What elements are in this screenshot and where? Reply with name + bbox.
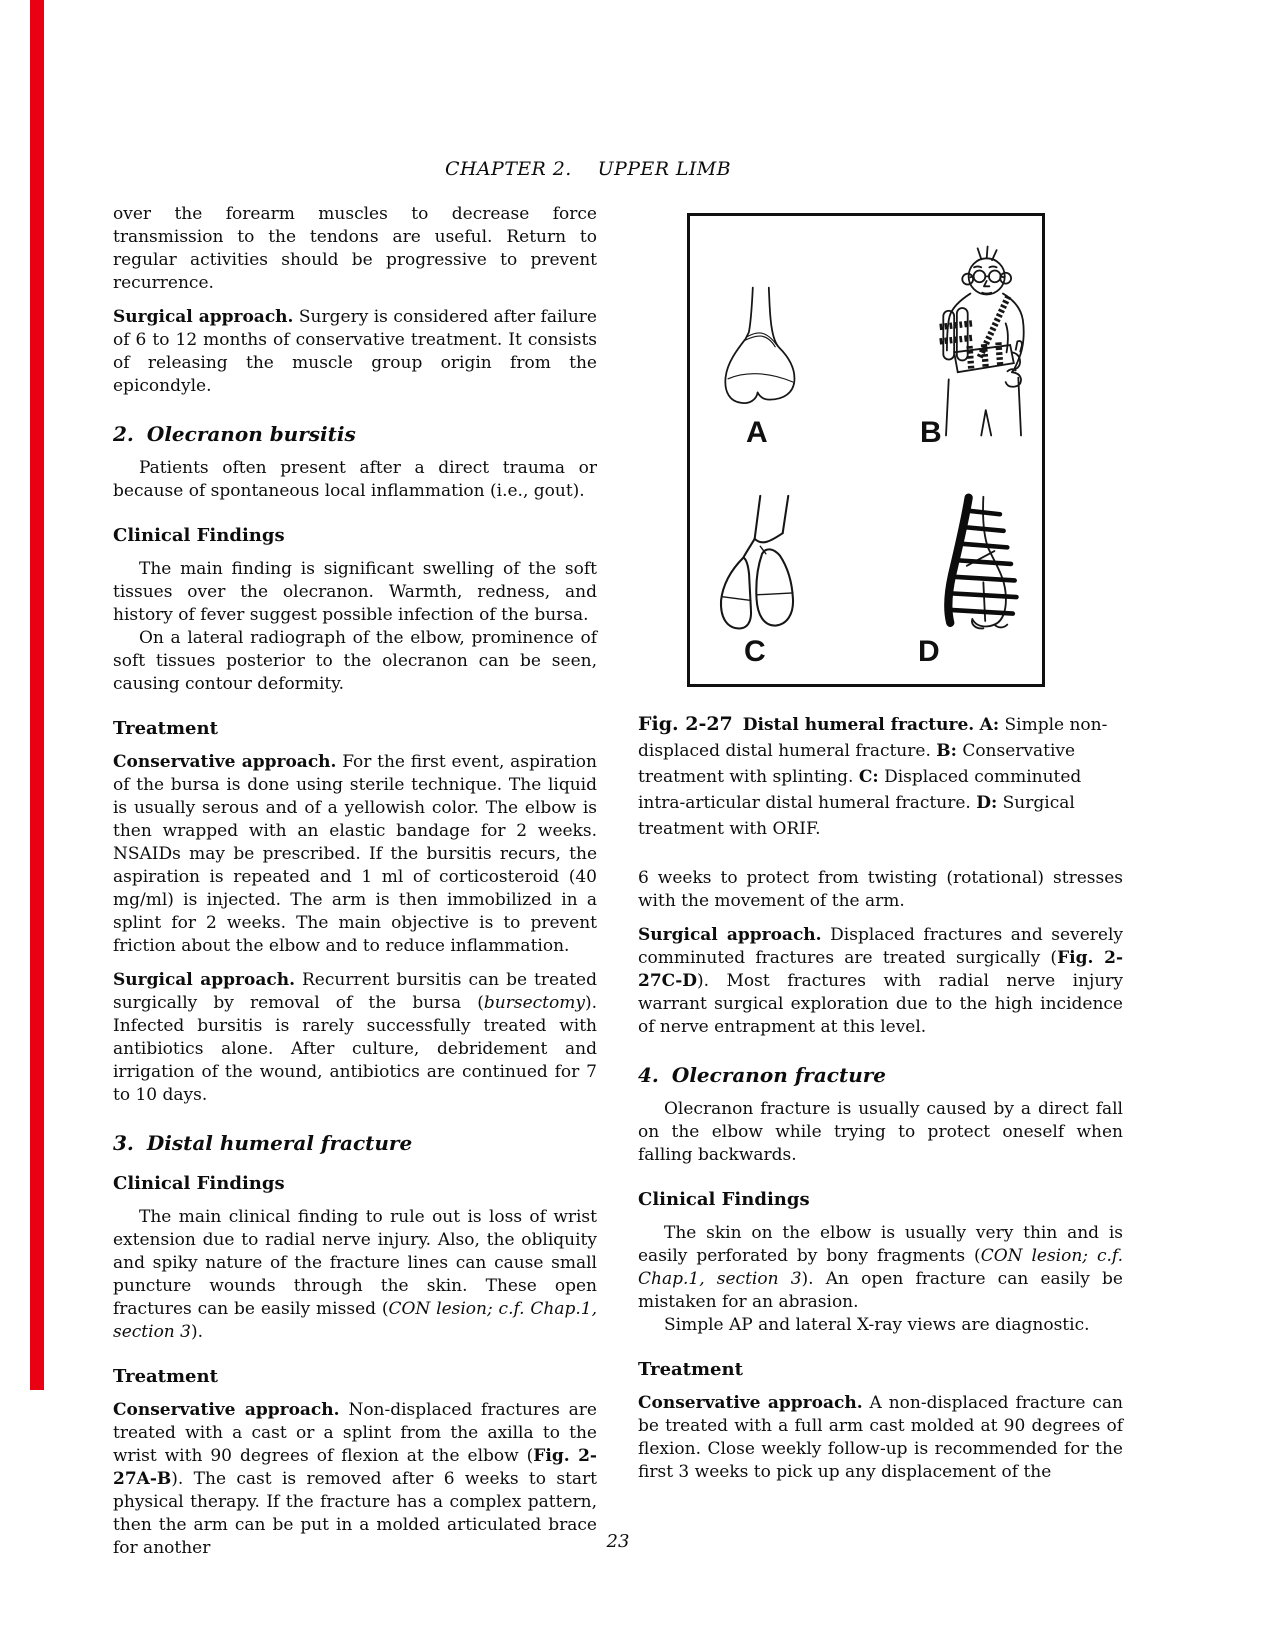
paragraph bbox=[638, 1098, 1123, 1167]
section-title: Olecranon fracture bbox=[671, 1063, 887, 1087]
subheading-clinical-findings: Clinical Findings bbox=[113, 1173, 285, 1194]
bold-lead: Conservative approach. bbox=[638, 1393, 863, 1413]
text-run: Displaced fractures and severely comminuted fractures are treated surgically ( bbox=[638, 925, 1123, 968]
chapter-title-label: UPPER LIMB bbox=[597, 158, 731, 180]
conservative-approach-paragraph bbox=[113, 751, 597, 958]
text-run: ). An open fracture can easily be mistaken for an abrasion. bbox=[638, 1269, 1123, 1312]
surgical-approach-paragraph bbox=[113, 306, 597, 398]
italic-reference: CON lesion; c.f. Chap.1, section 3 bbox=[638, 1246, 1123, 1289]
paragraph bbox=[113, 457, 597, 503]
running-header bbox=[113, 158, 1063, 180]
caption-d-label: D: bbox=[976, 793, 998, 813]
left-column bbox=[113, 203, 597, 1560]
figure-number: Fig. 2-27 bbox=[638, 713, 733, 735]
bold-lead: Surgical approach. bbox=[113, 307, 294, 327]
caption-c-label: C: bbox=[858, 767, 879, 787]
surgical-approach-paragraph bbox=[638, 924, 1123, 1039]
section-number: 2. bbox=[113, 422, 134, 446]
bold-lead: Conservative approach. bbox=[113, 1400, 340, 1420]
figure-panel-label-a: A bbox=[746, 416, 768, 449]
paragraph-continuation bbox=[113, 203, 597, 295]
subheading-treatment: Treatment bbox=[113, 1366, 218, 1387]
figure-caption bbox=[638, 711, 1123, 842]
section-number: 4. bbox=[638, 1063, 659, 1087]
italic-term: bursectomy bbox=[483, 993, 585, 1013]
text-run: ). Most fractures with radial nerve injury warrant surgical exploration due to the high incidence of nerve entrapment at this level. bbox=[638, 971, 1123, 1037]
text-run: The main finding is significant swelling of the soft tissues over the olecranon. Warmth, redness, and history of fever suggest possible infection of the bursa. bbox=[113, 559, 597, 625]
figure-2-27-box bbox=[687, 213, 1045, 687]
text-run: Simple AP and lateral X-ray views are diagnostic. bbox=[664, 1315, 1090, 1335]
section-title: Distal humeral fracture bbox=[146, 1131, 413, 1155]
paragraph bbox=[638, 1222, 1123, 1314]
text-run: On a lateral radiograph of the elbow, prominence of soft tissues posterior to the olecranon can be seen, causing contour deformity. bbox=[113, 628, 597, 694]
section-heading-distal-humeral-fracture bbox=[113, 1132, 597, 1155]
panel-d-orif-plate-screws-drawing bbox=[930, 492, 1022, 634]
text-run: A non-displaced fracture can be treated with a full arm cast molded at 90 degrees of flexion. Close weekly follow-up is recommended for the first 3 weeks to pick up any displacement of the bbox=[638, 1393, 1123, 1482]
figure-reference: Fig. 2-27C-D bbox=[638, 948, 1124, 991]
caption-b-text: Conservative treatment with splinting. bbox=[638, 741, 1076, 787]
paragraph-continuation bbox=[638, 867, 1123, 913]
panel-c-comminuted-fracture-drawing bbox=[708, 494, 806, 634]
caption-a-text: Simple non-displaced distal humeral fracture. bbox=[638, 715, 1108, 761]
caption-a-label: A: bbox=[979, 715, 1000, 735]
bold-lead: Surgical approach. bbox=[638, 925, 822, 945]
text-run: The skin on the elbow is usually very thin and is easily perforated by bony fragments ( bbox=[638, 1223, 1123, 1266]
section-heading-olecranon-fracture bbox=[638, 1064, 1123, 1087]
paragraph bbox=[638, 1314, 1123, 1337]
figure-panel-label-d: D bbox=[918, 635, 940, 668]
panel-b-splinted-patient-drawing bbox=[918, 238, 1040, 444]
text-run: ). The cast is removed after 6 weeks to start physical therapy. If the fracture has a complex pattern, then the arm can be put in a molded articulated brace for another bbox=[113, 1469, 597, 1558]
red-margin-bar bbox=[30, 0, 44, 1390]
text-run: The main clinical finding to rule out is loss of wrist extension due to radial nerve injury. Also, the obliquity and spiky nature of the fracture lines can cause small puncture wounds through the skin. These open fractures can be easily missed ( bbox=[113, 1207, 597, 1319]
figure-reference: Fig. 2-27A-B bbox=[113, 1446, 597, 1489]
text-run: Surgery is considered after failure of 6 to 12 months of conservative treatment. It consists of releasing the muscle group origin from the epicondyle. bbox=[113, 307, 597, 396]
paragraph bbox=[113, 627, 597, 696]
text-run: For the first event, aspiration of the bursa is done using sterile technique. The liquid is usually serous and of a yellowish color. The elbow is then wrapped with an elastic bandage for 2 weeks. NSAIDs may be prescribed. If the bursitis recurs, the aspiration is repeated and 1 ml of corticosteroid (40 mg/ml) is injected. The arm is then immobilized in a splint for 2 weeks. The main objective is to prevent friction about the elbow and to reduce inflammation. bbox=[113, 752, 597, 956]
section-title: Olecranon bursitis bbox=[146, 422, 356, 446]
subheading-treatment: Treatment bbox=[638, 1359, 743, 1380]
caption-d-text: Surgical treatment with ORIF. bbox=[638, 793, 1075, 839]
paragraph bbox=[113, 1206, 597, 1344]
italic-reference: CON lesion; c.f. Chap.1, section 3 bbox=[113, 1299, 597, 1342]
text-run: Olecranon fracture is usually caused by a direct fall on the elbow while trying to protect oneself when falling backwards. bbox=[638, 1099, 1123, 1165]
caption-b-label: B: bbox=[936, 741, 957, 761]
text-run: ). bbox=[190, 1322, 204, 1342]
right-column bbox=[638, 711, 1123, 1484]
bold-lead: Conservative approach. bbox=[113, 752, 337, 772]
page-number: 23 bbox=[606, 1531, 630, 1552]
text-run: Non-displaced fractures are treated with a cast or a splint from the axilla to the wrist with 90 degrees of flexion at the elbow ( bbox=[113, 1400, 597, 1466]
caption-c-text: Displaced comminuted intra-articular distal humeral fracture. bbox=[638, 767, 1082, 813]
conservative-approach-paragraph bbox=[638, 1392, 1123, 1484]
figure-panel-label-c: C bbox=[744, 635, 766, 668]
figure-panel-label-b: B bbox=[920, 416, 942, 449]
surgical-approach-paragraph bbox=[113, 969, 597, 1107]
text-run: 6 weeks to protect from twisting (rotational) stresses with the movement of the arm. bbox=[638, 868, 1123, 911]
section-heading-olecranon-bursitis bbox=[113, 423, 597, 446]
caption-title: Distal humeral fracture. bbox=[742, 715, 975, 735]
text-run: Patients often present after a direct trauma or because of spontaneous local inflammation (i.e., gout). bbox=[113, 458, 597, 501]
section-number: 3. bbox=[113, 1131, 134, 1155]
subheading-clinical-findings: Clinical Findings bbox=[638, 1189, 810, 1210]
text-run: over the forearm muscles to decrease force transmission to the tendons are useful. Return to regular activities should be progressive to prevent recurrence. bbox=[113, 204, 597, 293]
bold-lead: Surgical approach. bbox=[113, 970, 295, 990]
text-run: ). Infected bursitis is rarely successfully treated with antibiotics alone. After culture, debridement and irrigation of the wound, antibiotics are continued for 7 to 10 days. bbox=[113, 993, 597, 1105]
chapter-number-label: CHAPTER 2. bbox=[445, 158, 572, 180]
paragraph bbox=[113, 558, 597, 627]
subheading-treatment: Treatment bbox=[113, 718, 218, 739]
panel-a-simple-fracture-bone-drawing bbox=[716, 272, 812, 420]
text-run: Recurrent bursitis can be treated surgically by removal of the bursa ( bbox=[113, 970, 597, 1013]
subheading-clinical-findings: Clinical Findings bbox=[113, 525, 285, 546]
